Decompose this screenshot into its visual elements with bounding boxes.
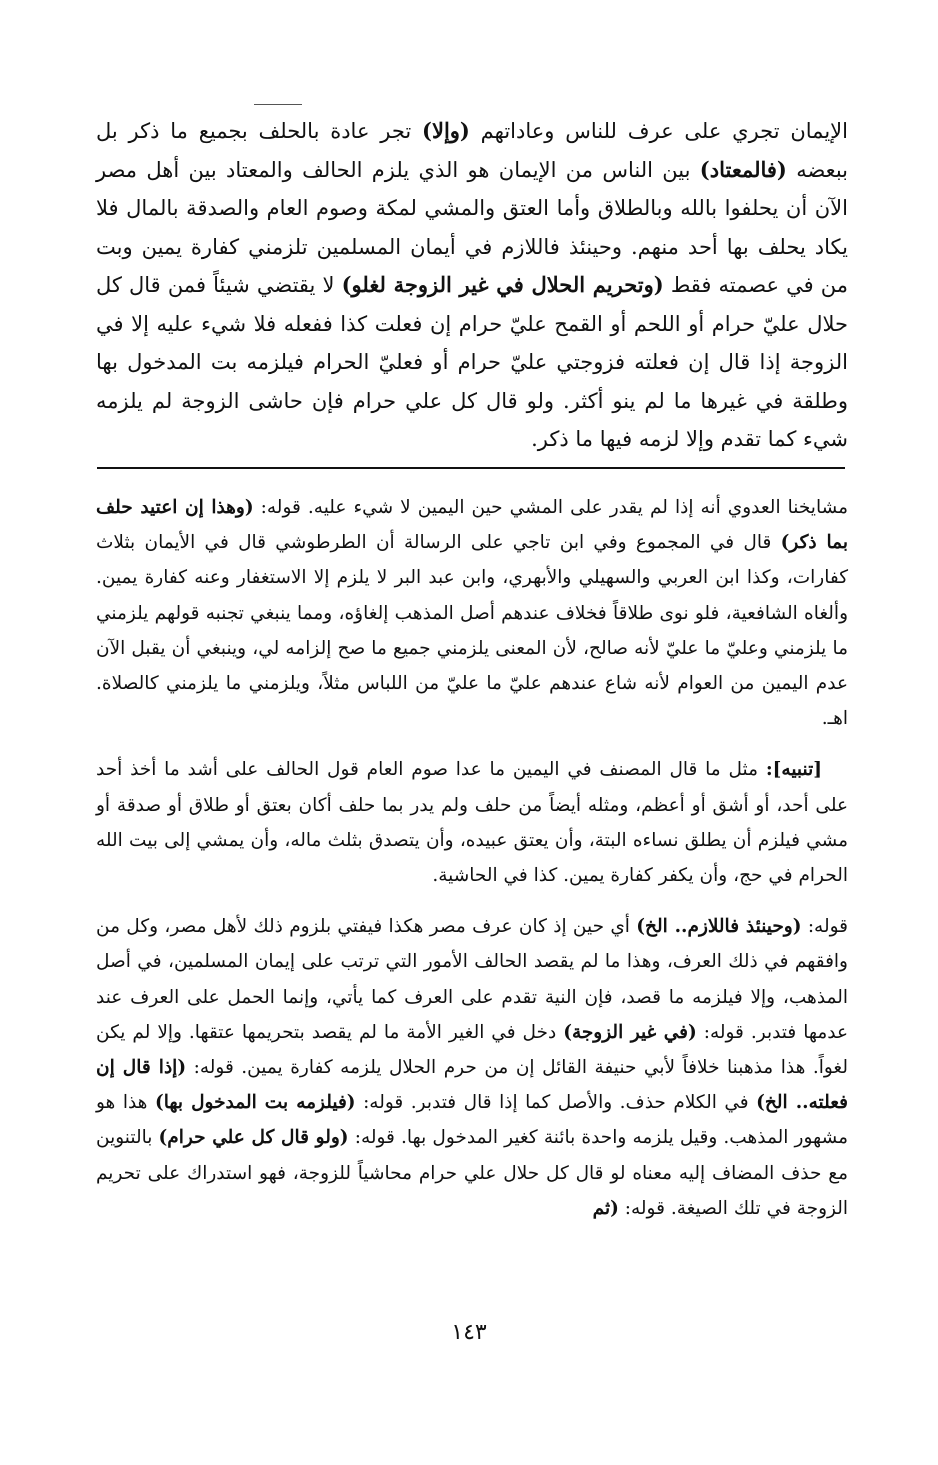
text-run: قوله: <box>801 916 849 938</box>
text-run: قال في المجموع وفي ابن تاجي على الرسالة أن الطرطوشي قال في الأيمان بثلاث كفارات، وكذا ابن العربي والسهيلي والأبهري، وابن عبد البر لا يلزم إلا الاستغفار وعنه كفارة يمين. وألغاه الشافعية، فلو نوى طلاقاً فخلاف عندهم أصل المذهب إلغاؤه، ومما ينبغي تجنبه قولهم يلزمني ما يلزمني وعليّ ما عليّ لأنه صالح، لأن المعنى يلزمني جميع ما صح إلزامه لي، وينبغي أن يقبل الآن عدم اليمين من العوام لأنه شاع عندهم عليّ ما عليّ من اللباس مثلاً، ويلزمني ما يلزمني كالصلاة. اهـ. <box>96 532 848 730</box>
bold-term: [تنبيه]: <box>765 759 822 781</box>
text-run: بين الناس من الإيمان هو الذي يلزم الحالف والمعتاد بين أهل مصر الآن أن يحلفوا بالله وبالطلاق وأما العتق والمشي لمكة وصوم العام والصدقة بالمال فلا يكاد يحلف بها أحد منهم. وحينئذ فاللازم في أيمان المسلمين تلزمني كفارة يمين وبت من في عصمته فقط <box>96 157 848 297</box>
text-run: مشايخنا العدوي أنه إذا لم يقدر على المشي حين اليمين لا شيء عليه. قوله: <box>253 497 848 518</box>
bold-term: (ولو قال كل علي حرام) <box>158 1127 349 1149</box>
footnotes <box>96 490 848 1226</box>
bold-term: (وتحريم الحلال في غير الزوجة لغلو) <box>341 272 664 297</box>
top-rule <box>254 104 302 105</box>
text-run: مثل ما قال المصنف في اليمين ما عدا صوم العام قول الحالف على أشد ما أخذ أحد على أحد، أو أشق أو أعظم، ومثله أيضاً من حلف ولم يدر بما حلف أكان بعتق أو طلاق أو صدقة أو مشي فيلزم أن يطلق نساءه البتة، وأن يعتق عبيده، وأن يتصدق بثلث ماله، وأن يمشي إلى بيت الله الحرام في حج، وأن يكفر كفارة يمين. كذا في الحاشية. <box>96 759 848 887</box>
footnote-paragraph-3 <box>96 909 848 1226</box>
text-run: في الكلام حذف. والأصل كما إذا قال فتدبر. قوله: <box>355 1092 757 1114</box>
main-paragraph <box>96 112 848 459</box>
text-run: دخل في الغير الأمة ما لم يقصد بتحريمها عتقها. وإلا لم يكن لغواً. هذا مذهبنا خلافاً لأبي حنيفة القائل إن من حرم الحلال يلزمه كفارة يمين. قوله: <box>96 1021 848 1079</box>
text-run: الإيمان تجري على عرف للناس وعاداتهم <box>469 119 848 143</box>
text-run: أي حين إذ كان عرف مصر هكذا فيفتي بلزوم ذلك لأهل مصر، وكل من وافقهم في ذلك العرف، وهذا ما لم يقصد الحالف الأمور التي ترتب على إيمان المسلمين، في أصل المذهب، وإلا فيلزمه ما قصد، فإن النية تقدم على العرف كما يأتي، وإنما الحمل على العرف عند عدمها فتدبر. قوله: <box>96 916 849 1043</box>
main-text <box>96 112 848 459</box>
bold-term: (وإلا) <box>422 118 470 143</box>
footnote-paragraph-1 <box>96 490 848 736</box>
bold-term: (ثم <box>592 1197 619 1219</box>
bold-term: (إذا قال إن فعلته.. الخ) <box>96 1057 848 1114</box>
bold-term: (وهذا إن اعتيد حلف بما ذكر) <box>96 497 848 554</box>
text-run: لا يقتضي شيئاً فمن قال كل حلال عليّ حرام أو اللحم أو القمح عليّ حرام إن فعلت كذا ففعله فلا شيء عليه إلا في الزوجة إذا قال إن فعلته فزوجتي عليّ حرام أو فعليّ الحرام فيلزمه بت المدخول بها وطلقة في غيرها ما لم ينو أكثر. ولو قال كل علي حرام فإن حاشى الزوجة لم يلزمه شيء كما تقدم وإلا لزمه فيها ما ذكر. <box>96 273 848 451</box>
bold-term: (وحينئذ فاللازم.. الخ) <box>636 916 802 938</box>
bold-term: (فيلزمه بت المدخول بها) <box>154 1092 356 1114</box>
footnote-separator <box>97 467 845 469</box>
text-run: بالتنوين مع حذف المضاف إليه معناه لو قال كل حلال علي حرام محاشياً للزوجة، فهو استدراك على تحريم الزوجة في تلك الصيغة. قوله: <box>96 1127 848 1219</box>
bold-term: (فالمعتاد) <box>699 156 787 182</box>
bold-term: (في غير الزوجة) <box>563 1021 697 1043</box>
text-run: تجر عادة بالحلف بجميع ما ذكر بل ببعضه <box>96 119 848 182</box>
page-number: ١٤٣ <box>451 1320 487 1345</box>
footnote-paragraph-2 <box>96 752 848 893</box>
text-run: هذا هو مشهور المذهب. وقيل يلزمه واحدة بائنة كغير المدخول بها. قوله: <box>96 1092 848 1149</box>
